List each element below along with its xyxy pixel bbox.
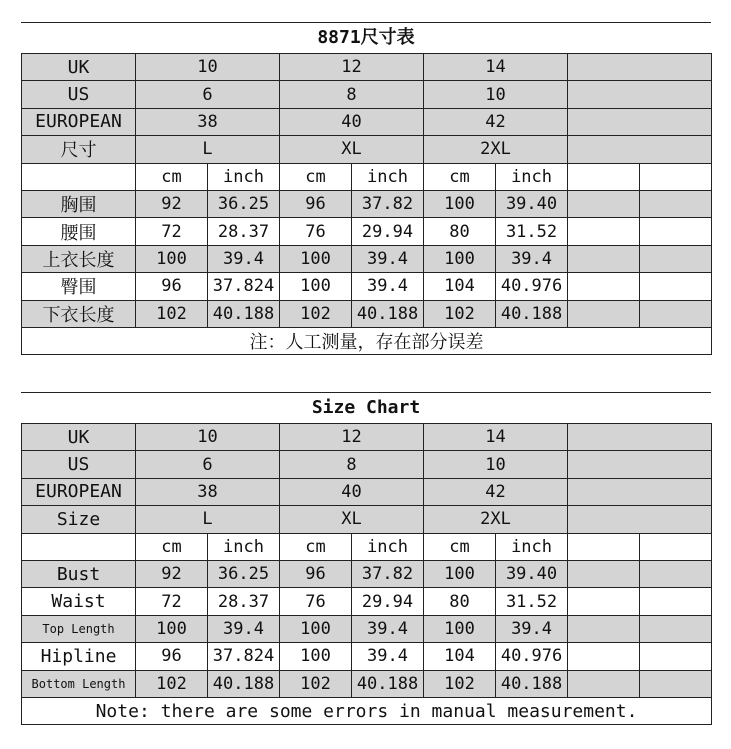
empty-cell [568, 478, 712, 505]
size-value: 14 [424, 424, 568, 451]
size-value: L [136, 506, 280, 533]
empty-cell [568, 424, 712, 451]
empty-cell [640, 163, 712, 190]
unit-header: inch [208, 163, 280, 190]
size-value: 6 [136, 451, 280, 478]
row-label: UK [22, 54, 136, 81]
measure-value: 37.824 [208, 643, 280, 670]
size-value: 38 [136, 478, 280, 505]
empty-cell [640, 300, 712, 327]
measure-row [22, 588, 712, 615]
measure-value: 80 [424, 588, 496, 615]
measure-value: 102 [424, 300, 496, 327]
measure-value: 100 [136, 245, 208, 272]
size-value: 8 [280, 451, 424, 478]
row-label: US [22, 451, 136, 478]
empty-cell [568, 560, 640, 587]
unit-header: inch [352, 533, 424, 560]
table-title: Size Chart [21, 392, 711, 423]
empty-cell [568, 108, 712, 135]
size-value: 10 [424, 451, 568, 478]
empty-cell [568, 506, 712, 533]
row-label: 胸围 [22, 190, 136, 217]
measure-value: 100 [424, 190, 496, 217]
measure-row [22, 670, 712, 697]
measure-value: 40.188 [208, 670, 280, 697]
empty-cell [568, 218, 640, 245]
unit-header: cm [424, 533, 496, 560]
empty-cell [568, 588, 640, 615]
measure-value: 36.25 [208, 190, 280, 217]
measure-value: 100 [280, 643, 352, 670]
unit-header: cm [136, 533, 208, 560]
size-value: 38 [136, 108, 280, 135]
row-label: Size [22, 506, 136, 533]
measure-value: 72 [136, 588, 208, 615]
size-value: 2XL [424, 136, 568, 163]
row-label: EUROPEAN [22, 108, 136, 135]
empty-cell [22, 533, 136, 560]
measure-value: 76 [280, 588, 352, 615]
measure-value: 31.52 [496, 218, 568, 245]
measure-row [22, 560, 712, 587]
empty-cell [568, 190, 640, 217]
measure-value: 76 [280, 218, 352, 245]
measure-value: 72 [136, 218, 208, 245]
size-row [22, 451, 712, 478]
measure-row [22, 190, 712, 217]
measure-value: 100 [424, 245, 496, 272]
measure-value: 29.94 [352, 588, 424, 615]
empty-cell [22, 163, 136, 190]
row-label: Top Length [22, 615, 136, 642]
size-value: 12 [280, 424, 424, 451]
measurement-note: 注：人工测量，存在部分误差 [22, 327, 712, 354]
size-value: 10 [136, 54, 280, 81]
empty-cell [568, 451, 712, 478]
size-value: 40 [280, 478, 424, 505]
row-label: UK [22, 424, 136, 451]
empty-cell [640, 670, 712, 697]
row-label: Hipline [22, 643, 136, 670]
measure-value: 39.40 [496, 560, 568, 587]
unit-header: inch [496, 163, 568, 190]
row-label: 下衣长度 [22, 300, 136, 327]
empty-cell [568, 273, 640, 300]
size-row [22, 424, 712, 451]
measure-value: 96 [280, 190, 352, 217]
empty-cell [568, 615, 640, 642]
size-row [22, 108, 712, 135]
size-value: XL [280, 506, 424, 533]
measure-value: 31.52 [496, 588, 568, 615]
size-value: 42 [424, 108, 568, 135]
measure-value: 100 [424, 615, 496, 642]
measure-value: 39.40 [496, 190, 568, 217]
empty-cell [640, 273, 712, 300]
empty-cell [640, 218, 712, 245]
measure-row [22, 300, 712, 327]
measure-value: 40.188 [496, 670, 568, 697]
measure-value: 102 [280, 670, 352, 697]
size-value: 10 [424, 81, 568, 108]
size-grid [21, 53, 712, 355]
measure-value: 37.82 [352, 190, 424, 217]
measure-value: 100 [280, 245, 352, 272]
measure-value: 40.188 [208, 300, 280, 327]
measure-value: 39.4 [496, 615, 568, 642]
measure-value: 28.37 [208, 218, 280, 245]
row-label: EUROPEAN [22, 478, 136, 505]
measure-value: 39.4 [208, 245, 280, 272]
unit-header: cm [280, 533, 352, 560]
empty-cell [568, 300, 640, 327]
empty-cell [640, 190, 712, 217]
empty-cell [640, 533, 712, 560]
measure-value: 80 [424, 218, 496, 245]
row-label: 臀围 [22, 273, 136, 300]
size-value: 2XL [424, 506, 568, 533]
size-value: 42 [424, 478, 568, 505]
size-value: 8 [280, 81, 424, 108]
size-value: 6 [136, 81, 280, 108]
empty-cell [568, 643, 640, 670]
size-table-english [21, 392, 711, 725]
empty-cell [640, 643, 712, 670]
size-row [22, 136, 712, 163]
empty-cell [568, 81, 712, 108]
measure-value: 100 [280, 615, 352, 642]
size-value: 40 [280, 108, 424, 135]
size-table-chinese [21, 22, 711, 355]
empty-cell [568, 163, 640, 190]
measure-value: 100 [424, 560, 496, 587]
measure-row [22, 643, 712, 670]
measure-value: 40.976 [496, 643, 568, 670]
measure-value: 28.37 [208, 588, 280, 615]
size-row [22, 54, 712, 81]
size-row [22, 81, 712, 108]
measure-value: 96 [280, 560, 352, 587]
empty-cell [640, 560, 712, 587]
row-label: 尺寸 [22, 136, 136, 163]
measure-value: 92 [136, 190, 208, 217]
measure-row [22, 273, 712, 300]
measure-value: 40.976 [496, 273, 568, 300]
row-label: Waist [22, 588, 136, 615]
size-value: 12 [280, 54, 424, 81]
measure-value: 40.188 [352, 670, 424, 697]
measure-value: 100 [280, 273, 352, 300]
size-value: 10 [136, 424, 280, 451]
measure-value: 96 [136, 273, 208, 300]
empty-cell [568, 670, 640, 697]
empty-cell [568, 136, 712, 163]
measure-value: 40.188 [352, 300, 424, 327]
measure-value: 102 [424, 670, 496, 697]
measure-value: 39.4 [352, 245, 424, 272]
size-grid [21, 423, 712, 725]
measure-value: 39.4 [496, 245, 568, 272]
measure-value: 102 [280, 300, 352, 327]
measure-value: 104 [424, 643, 496, 670]
unit-header: cm [280, 163, 352, 190]
empty-cell [640, 615, 712, 642]
note-row [22, 327, 712, 354]
unit-header: inch [496, 533, 568, 560]
measure-value: 96 [136, 643, 208, 670]
unit-header: inch [352, 163, 424, 190]
row-label: Bottom Length [22, 670, 136, 697]
measure-value: 37.82 [352, 560, 424, 587]
size-value: XL [280, 136, 424, 163]
size-row [22, 506, 712, 533]
empty-cell [568, 533, 640, 560]
measure-value: 29.94 [352, 218, 424, 245]
unit-header: cm [136, 163, 208, 190]
empty-cell [640, 588, 712, 615]
measure-value: 36.25 [208, 560, 280, 587]
measure-value: 100 [136, 615, 208, 642]
table-title: 8871尺寸表 [21, 22, 711, 53]
note-row [22, 697, 712, 724]
measure-value: 39.4 [352, 273, 424, 300]
size-value: 14 [424, 54, 568, 81]
empty-cell [640, 245, 712, 272]
measure-value: 40.188 [496, 300, 568, 327]
row-label: US [22, 81, 136, 108]
unit-header: cm [424, 163, 496, 190]
unit-header-row [22, 533, 712, 560]
measure-value: 39.4 [352, 643, 424, 670]
measure-value: 92 [136, 560, 208, 587]
size-row [22, 478, 712, 505]
measure-value: 39.4 [352, 615, 424, 642]
measure-value: 104 [424, 273, 496, 300]
row-label: 上衣长度 [22, 245, 136, 272]
unit-header: inch [208, 533, 280, 560]
measure-value: 39.4 [208, 615, 280, 642]
measure-row [22, 218, 712, 245]
measure-row [22, 615, 712, 642]
measure-value: 102 [136, 670, 208, 697]
measure-value: 102 [136, 300, 208, 327]
measure-value: 37.824 [208, 273, 280, 300]
empty-cell [568, 54, 712, 81]
row-label: 腰围 [22, 218, 136, 245]
unit-header-row [22, 163, 712, 190]
measure-row [22, 245, 712, 272]
row-label: Bust [22, 560, 136, 587]
size-value: L [136, 136, 280, 163]
measurement-note: Note: there are some errors in manual measurement. [22, 697, 712, 724]
empty-cell [568, 245, 640, 272]
